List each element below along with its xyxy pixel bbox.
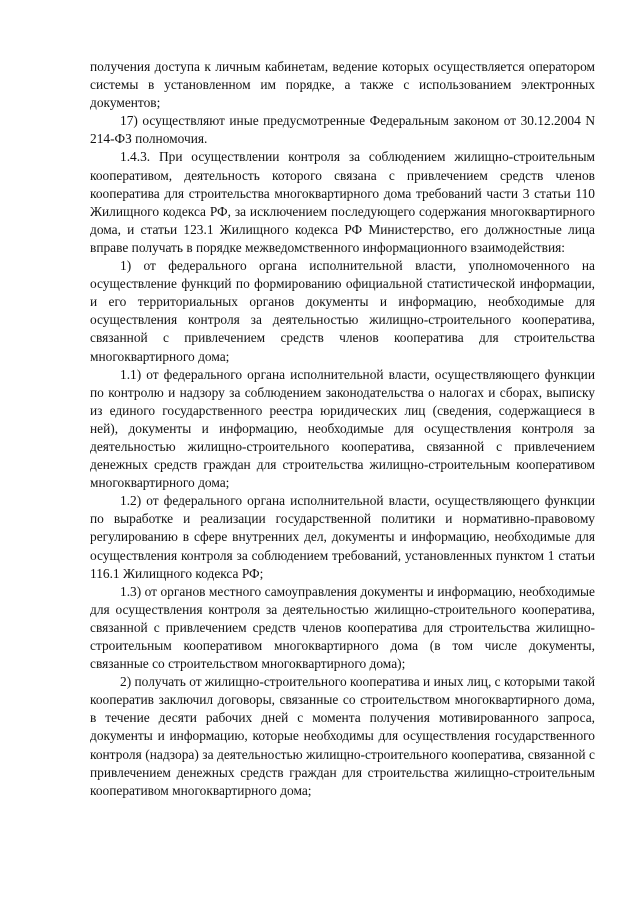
paragraph-1: получения доступа к личным кабинетам, ведение которых осуществляется оператором системы в установленном им порядке, а также с использованием электронных документов; xyxy=(90,59,595,111)
paragraph-6: 1.2) от федерального органа исполнительной власти, осуществляющего функции по выработке и реализации государственной политики и нормативно-правовому регулированию в сфере внутренних дел, документы и информацию, необходимые для осуществления контроля за соблюдением требований, установленных пунктом 1 статьи 116.1 Жилищного кодекса РФ; xyxy=(90,493,595,581)
paragraph-2: 17) осуществляют иные предусмотренные Федеральным законом от 30.12.2004 N 214-ФЗ полномочия. xyxy=(90,113,595,147)
paragraph-8: 2) получать от жилищно-строительного кооператива и иных лиц, с которыми такой кооператив заключил договоры, связанные со строительством многоквартирного дома, в течение десяти рабочих дней с момента получения мотивированного запроса, документы и информацию, которые необходимы для осуществления государственного контроля (надзора) за деятельностью жилищно-строительного кооператива, связанной с привлечением денежных средств граждан для строительства жилищно-строительным кооперативом многоквартирного дома; xyxy=(90,674,595,798)
paragraph-7: 1.3) от органов местного самоуправления документы и информацию, необходимые для осуществления контроля за деятельностью жилищно-строительного кооператива, связанной с привлечением средств членов кооператива для строительства жилищно-строительным кооперативом многоквартирного дома (в том числе документы, связанные со строительством многоквартирного дома); xyxy=(90,583,595,672)
paragraph-4: 1) от федерального органа исполнительной власти, уполномоченного на осуществление функций по формированию официальной статистической информации, и его территориальных органов документы и информацию, необходимые для осуществления контроля за деятельностью жилищно-строительного кооператива, связанной с привлечением средств членов кооператива для строительства многоквартирного дома; xyxy=(90,258,595,364)
paragraph-5: 1.1) от федерального органа исполнительной власти, осуществляющего функции по контролю и надзору за соблюдением законодательства о налогах и сборах, выписку из единого государственного реестра юридических лиц (сведения, содержащиеся в ней), документы и информацию, необходимые для осуществления контроля за деятельностью жилищно-строительного кооператива, связанной с привлечением денежных средств граждан для строительства жилищно-строительным кооперативом многоквартирного дома; xyxy=(90,366,595,491)
paragraph-3: 1.4.3. При осуществлении контроля за соблюдением жилищно-строительным кооперативом, деятельность которого связана с привлечением средств членов кооператива для строительства многоквартирного дома требований части 3 статьи 110 Жилищного кодекса РФ, за исключением последующего содержания многоквартирного дома, и статьи 123.1 Жилищного кодекса РФ Министерство, его должностные лица вправе получать в порядке межведомственного информационного взаимодействия: xyxy=(90,149,595,255)
document-page xyxy=(90,58,595,800)
